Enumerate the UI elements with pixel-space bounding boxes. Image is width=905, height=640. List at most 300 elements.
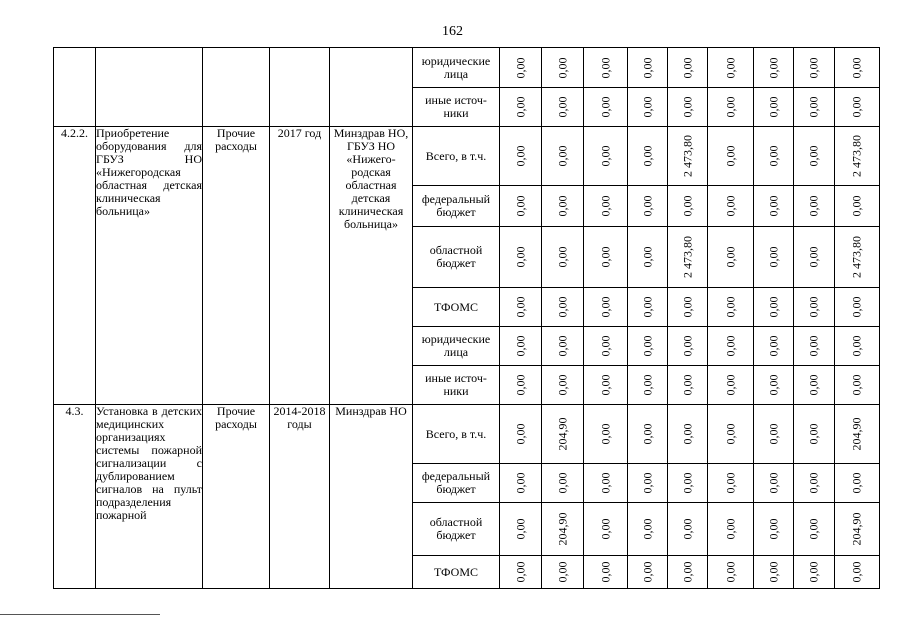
- amount-value: 0,00: [723, 423, 737, 445]
- amount-value: 0,00: [598, 96, 612, 118]
- amount-cell: [542, 464, 584, 503]
- amount-cell: [794, 48, 835, 88]
- amount-value: 0,00: [806, 96, 821, 118]
- amount-value: 0,00: [598, 472, 612, 494]
- amount-value: 0,00: [555, 246, 569, 268]
- amount-box: [794, 187, 834, 226]
- amount-value: 0,00: [849, 195, 864, 217]
- amount-box: [708, 49, 753, 87]
- funding-source-cell: иные источ-ники: [413, 88, 500, 127]
- amount-value: 0,00: [680, 374, 694, 396]
- item-number-cell: 4.2.2.: [54, 127, 96, 405]
- amount-box: [835, 328, 879, 365]
- amount-cell: [542, 288, 584, 327]
- amount-box: [628, 89, 667, 126]
- amount-box: [542, 557, 583, 588]
- amount-cell: [708, 503, 754, 556]
- amount-cell: [754, 288, 794, 327]
- amount-cell: [835, 327, 880, 366]
- amount-cell: [668, 464, 708, 503]
- amount-box: [500, 557, 541, 588]
- amount-value: 0,00: [640, 374, 654, 396]
- amount-cell: [754, 48, 794, 88]
- item-name-cell: Приобретение оборудования для ГБУЗ НО «Нижегородская областная детская клиническая больница»: [96, 127, 203, 405]
- amount-cell: [500, 556, 542, 589]
- amount-box: [754, 406, 793, 463]
- amount-box: [794, 465, 834, 502]
- amount-box: [668, 328, 707, 365]
- amount-value: 0,00: [766, 296, 780, 318]
- amount-box: [794, 289, 834, 326]
- amount-value: 0,00: [723, 335, 737, 357]
- amount-cell: [542, 366, 584, 405]
- amount-cell: [500, 186, 542, 227]
- amount-cell: [794, 127, 835, 186]
- amount-box: [500, 465, 541, 502]
- amount-box: [708, 228, 753, 287]
- amount-box: [542, 89, 583, 126]
- amount-cell: [628, 48, 668, 88]
- amount-cell: [542, 556, 584, 589]
- amount-value: 0,00: [513, 374, 527, 396]
- item-number-cell: 4.3.: [54, 405, 96, 589]
- amount-cell: [542, 405, 584, 464]
- amount-box: [542, 406, 583, 463]
- funding-source-cell: Всего, в т.ч.: [413, 405, 500, 464]
- amount-cell: [628, 288, 668, 327]
- period-cell: 2014-2018 годы: [270, 405, 330, 589]
- funding-source-cell: юридические лица: [413, 48, 500, 88]
- amount-box: [542, 187, 583, 226]
- item-number-cell: [54, 48, 96, 127]
- amount-value: 2 473,80: [849, 236, 864, 278]
- amount-cell: [668, 327, 708, 366]
- amount-value: 2 473,80: [680, 135, 694, 177]
- amount-cell: [500, 88, 542, 127]
- amount-box: [754, 49, 793, 87]
- amount-box: [500, 328, 541, 365]
- amount-cell: [708, 556, 754, 589]
- amount-box: [584, 187, 627, 226]
- amount-box: [542, 228, 583, 287]
- amount-value: 0,00: [806, 374, 821, 396]
- amount-box: [708, 289, 753, 326]
- amount-value: 0,00: [513, 423, 527, 445]
- amount-value: 0,00: [513, 96, 527, 118]
- amount-box: [584, 504, 627, 555]
- amount-box: [628, 465, 667, 502]
- amount-box: [584, 89, 627, 126]
- amount-cell: [835, 405, 880, 464]
- amount-value: 0,00: [723, 195, 737, 217]
- amount-cell: [542, 327, 584, 366]
- amount-box: [794, 504, 834, 555]
- amount-value: 0,00: [640, 561, 654, 583]
- amount-cell: [708, 88, 754, 127]
- amount-box: [500, 49, 541, 87]
- amount-box: [500, 367, 541, 404]
- amount-box: [668, 89, 707, 126]
- amount-cell: [668, 127, 708, 186]
- amount-value: 0,00: [680, 96, 694, 118]
- amount-value: 0,00: [766, 472, 780, 494]
- amount-value: 0,00: [598, 561, 612, 583]
- amount-cell: [668, 405, 708, 464]
- amount-value: 0,00: [806, 518, 821, 540]
- amount-box: [500, 89, 541, 126]
- amount-cell: [835, 88, 880, 127]
- amount-value: 0,00: [598, 57, 612, 78]
- amount-box: [835, 465, 879, 502]
- amount-value: 0,00: [555, 374, 569, 396]
- amount-cell: [584, 556, 628, 589]
- amount-value: 0,00: [555, 296, 569, 318]
- amount-value: 2 473,80: [680, 236, 694, 278]
- amount-box: [708, 328, 753, 365]
- amount-box: [542, 49, 583, 87]
- executor-cell: Минздрав НО, ГБУЗ НО «Нижего-родская областная детская клиническая больница»: [330, 127, 413, 405]
- amount-box: [794, 406, 834, 463]
- amount-cell: [708, 405, 754, 464]
- amount-value: 0,00: [555, 57, 569, 78]
- amount-cell: [668, 88, 708, 127]
- amount-value: 0,00: [849, 374, 864, 396]
- amount-cell: [628, 556, 668, 589]
- amount-cell: [628, 327, 668, 366]
- amount-box: [708, 465, 753, 502]
- funding-source-cell: иные источ-ники: [413, 366, 500, 405]
- funding-source-cell: федеральный бюджет: [413, 464, 500, 503]
- amount-cell: [542, 186, 584, 227]
- amount-value: 0,00: [806, 145, 821, 167]
- amount-box: [794, 557, 834, 588]
- amount-value: 0,00: [849, 472, 864, 494]
- funding-source-cell: областной бюджет: [413, 227, 500, 288]
- amount-box: [794, 89, 834, 126]
- funding-source-cell: областной бюджет: [413, 503, 500, 556]
- amount-box: [668, 406, 707, 463]
- amount-value: 0,00: [555, 561, 569, 583]
- amount-cell: [584, 127, 628, 186]
- amount-box: [628, 557, 667, 588]
- amount-box: [628, 406, 667, 463]
- amount-cell: [628, 405, 668, 464]
- amount-box: [500, 504, 541, 555]
- amount-value: 0,00: [680, 195, 694, 217]
- amount-value: 0,00: [806, 246, 821, 268]
- amount-value: 0,00: [598, 246, 612, 268]
- amount-value: 0,00: [723, 145, 737, 167]
- expense-type-cell: Прочие расходы: [203, 405, 270, 589]
- amount-value: 0,00: [680, 561, 694, 583]
- period-cell: [270, 48, 330, 127]
- amount-box: [794, 367, 834, 404]
- amount-box: [668, 128, 707, 185]
- amount-value: 0,00: [723, 246, 737, 268]
- amount-cell: [794, 556, 835, 589]
- amount-value: 0,00: [555, 195, 569, 217]
- amount-value: 204,90: [849, 417, 864, 451]
- amount-cell: [754, 186, 794, 227]
- amount-cell: [754, 503, 794, 556]
- amount-box: [628, 289, 667, 326]
- amount-value: 0,00: [513, 472, 527, 494]
- amount-box: [835, 557, 879, 588]
- amount-cell: [754, 88, 794, 127]
- amount-cell: [628, 186, 668, 227]
- amount-cell: [668, 48, 708, 88]
- amount-cell: [835, 48, 880, 88]
- amount-cell: [542, 48, 584, 88]
- item-name-cell: Установка в детских медицинских организациях системы пожарной сигнализации с дублированием сигналов на пульт подразделения пожарной: [96, 405, 203, 589]
- amount-box: [794, 128, 834, 185]
- amount-value: 0,00: [849, 296, 864, 318]
- amount-value: 0,00: [513, 296, 527, 318]
- amount-cell: [835, 288, 880, 327]
- amount-value: 0,00: [640, 145, 654, 167]
- amount-value: 204,90: [555, 417, 569, 451]
- amount-value: 0,00: [723, 374, 737, 396]
- amount-value: 0,00: [723, 518, 737, 540]
- amount-box: [754, 557, 793, 588]
- amount-value: 0,00: [598, 423, 612, 445]
- amount-cell: [835, 227, 880, 288]
- amount-value: 0,00: [555, 335, 569, 357]
- amount-cell: [794, 288, 835, 327]
- amount-box: [542, 328, 583, 365]
- amount-cell: [794, 366, 835, 405]
- amount-box: [835, 504, 879, 555]
- amount-box: [584, 289, 627, 326]
- amount-cell: [584, 88, 628, 127]
- amount-cell: [708, 127, 754, 186]
- amount-cell: [500, 405, 542, 464]
- executor-cell: [330, 48, 413, 127]
- amount-box: [708, 89, 753, 126]
- amount-value: 0,00: [806, 57, 821, 78]
- amount-value: 0,00: [555, 472, 569, 494]
- amount-value: 0,00: [766, 195, 780, 217]
- budget-table: [53, 47, 880, 589]
- amount-box: [668, 49, 707, 87]
- funding-source-cell: юридические лица: [413, 327, 500, 366]
- amount-box: [835, 367, 879, 404]
- amount-box: [708, 187, 753, 226]
- amount-value: 0,00: [806, 423, 821, 445]
- amount-cell: [754, 464, 794, 503]
- amount-value: 0,00: [640, 195, 654, 217]
- amount-value: 0,00: [598, 335, 612, 357]
- amount-value: 0,00: [640, 96, 654, 118]
- amount-value: 0,00: [849, 57, 864, 78]
- amount-value: 0,00: [766, 374, 780, 396]
- scan-edge-line: [0, 614, 160, 615]
- amount-cell: [835, 503, 880, 556]
- amount-value: 0,00: [513, 335, 527, 357]
- amount-value: 0,00: [598, 296, 612, 318]
- amount-value: 0,00: [766, 57, 780, 78]
- table-row: [54, 48, 880, 88]
- amount-cell: [628, 503, 668, 556]
- amount-cell: [628, 464, 668, 503]
- amount-box: [668, 557, 707, 588]
- amount-cell: [584, 405, 628, 464]
- expense-type-cell: [203, 48, 270, 127]
- table-row: [54, 405, 880, 464]
- amount-value: 0,00: [849, 96, 864, 118]
- amount-box: [794, 49, 834, 87]
- amount-box: [754, 328, 793, 365]
- amount-value: 0,00: [806, 335, 821, 357]
- amount-value: 0,00: [849, 335, 864, 357]
- amount-box: [542, 465, 583, 502]
- amount-cell: [794, 227, 835, 288]
- amount-box: [584, 465, 627, 502]
- amount-cell: [668, 288, 708, 327]
- amount-cell: [835, 556, 880, 589]
- amount-box: [542, 504, 583, 555]
- amount-value: 0,00: [723, 472, 737, 494]
- amount-box: [500, 289, 541, 326]
- amount-box: [628, 504, 667, 555]
- amount-value: 0,00: [598, 195, 612, 217]
- amount-cell: [500, 327, 542, 366]
- amount-box: [500, 406, 541, 463]
- amount-box: [584, 49, 627, 87]
- amount-box: [628, 187, 667, 226]
- amount-cell: [835, 464, 880, 503]
- amount-box: [708, 504, 753, 555]
- amount-cell: [628, 88, 668, 127]
- amount-cell: [754, 327, 794, 366]
- amount-value: 0,00: [766, 145, 780, 167]
- amount-box: [835, 187, 879, 226]
- amount-value: 0,00: [766, 423, 780, 445]
- amount-value: 0,00: [640, 423, 654, 445]
- amount-value: 0,00: [806, 472, 821, 494]
- amount-box: [835, 289, 879, 326]
- amount-cell: [708, 227, 754, 288]
- amount-cell: [835, 186, 880, 227]
- amount-cell: [708, 288, 754, 327]
- amount-value: 0,00: [723, 57, 737, 78]
- amount-cell: [835, 127, 880, 186]
- funding-source-cell: Всего, в т.ч.: [413, 127, 500, 186]
- item-name-cell: [96, 48, 203, 127]
- amount-box: [628, 328, 667, 365]
- amount-value: 0,00: [640, 518, 654, 540]
- amount-value: 0,00: [555, 145, 569, 167]
- amount-value: 0,00: [640, 335, 654, 357]
- amount-value: 0,00: [680, 335, 694, 357]
- amount-box: [542, 128, 583, 185]
- amount-value: 0,00: [640, 57, 654, 78]
- amount-box: [708, 406, 753, 463]
- amount-cell: [668, 227, 708, 288]
- amount-cell: [584, 327, 628, 366]
- amount-box: [708, 128, 753, 185]
- page-number: 162: [442, 24, 463, 39]
- amount-value: 0,00: [680, 472, 694, 494]
- amount-value: 0,00: [766, 561, 780, 583]
- period-cell: 2017 год: [270, 127, 330, 405]
- amount-value: 0,00: [723, 96, 737, 118]
- amount-cell: [668, 186, 708, 227]
- funding-source-cell: ТФОМС: [413, 556, 500, 589]
- amount-value: 0,00: [806, 195, 821, 217]
- amount-cell: [754, 127, 794, 186]
- amount-value: 0,00: [513, 145, 527, 167]
- amount-value: 0,00: [806, 296, 821, 318]
- amount-box: [628, 128, 667, 185]
- amount-box: [835, 128, 879, 185]
- amount-cell: [542, 127, 584, 186]
- amount-value: 0,00: [640, 246, 654, 268]
- amount-value: 0,00: [680, 518, 694, 540]
- amount-box: [584, 328, 627, 365]
- amount-cell: [708, 464, 754, 503]
- amount-box: [584, 406, 627, 463]
- amount-value: 0,00: [513, 561, 527, 583]
- amount-cell: [584, 288, 628, 327]
- amount-box: [754, 465, 793, 502]
- amount-cell: [794, 327, 835, 366]
- amount-value: 0,00: [766, 518, 780, 540]
- amount-value: 2 473,80: [849, 135, 864, 177]
- amount-box: [754, 228, 793, 287]
- amount-value: 204,90: [555, 512, 569, 546]
- amount-cell: [542, 88, 584, 127]
- amount-value: 0,00: [806, 561, 821, 583]
- amount-cell: [794, 405, 835, 464]
- expense-type-cell: Прочие расходы: [203, 127, 270, 405]
- funding-source-cell: федеральный бюджет: [413, 186, 500, 227]
- amount-box: [794, 328, 834, 365]
- amount-box: [708, 557, 753, 588]
- amount-box: [668, 465, 707, 502]
- amount-cell: [542, 227, 584, 288]
- amount-box: [754, 187, 793, 226]
- amount-box: [668, 289, 707, 326]
- amount-value: 0,00: [766, 335, 780, 357]
- amount-value: 0,00: [766, 96, 780, 118]
- amount-cell: [628, 227, 668, 288]
- amount-box: [542, 367, 583, 404]
- amount-box: [542, 289, 583, 326]
- amount-value: 0,00: [680, 57, 694, 78]
- amount-value: 0,00: [640, 296, 654, 318]
- amount-box: [754, 367, 793, 404]
- amount-box: [835, 49, 879, 87]
- amount-cell: [584, 227, 628, 288]
- amount-cell: [754, 556, 794, 589]
- amount-box: [500, 187, 541, 226]
- amount-cell: [708, 186, 754, 227]
- amount-value: 0,00: [598, 374, 612, 396]
- amount-cell: [708, 48, 754, 88]
- amount-cell: [500, 227, 542, 288]
- amount-cell: [500, 464, 542, 503]
- amount-box: [668, 504, 707, 555]
- funding-source-cell: ТФОМС: [413, 288, 500, 327]
- amount-cell: [500, 288, 542, 327]
- amount-box: [835, 406, 879, 463]
- amount-value: 0,00: [849, 561, 864, 583]
- amount-cell: [794, 88, 835, 127]
- amount-box: [628, 367, 667, 404]
- amount-box: [754, 504, 793, 555]
- amount-cell: [584, 186, 628, 227]
